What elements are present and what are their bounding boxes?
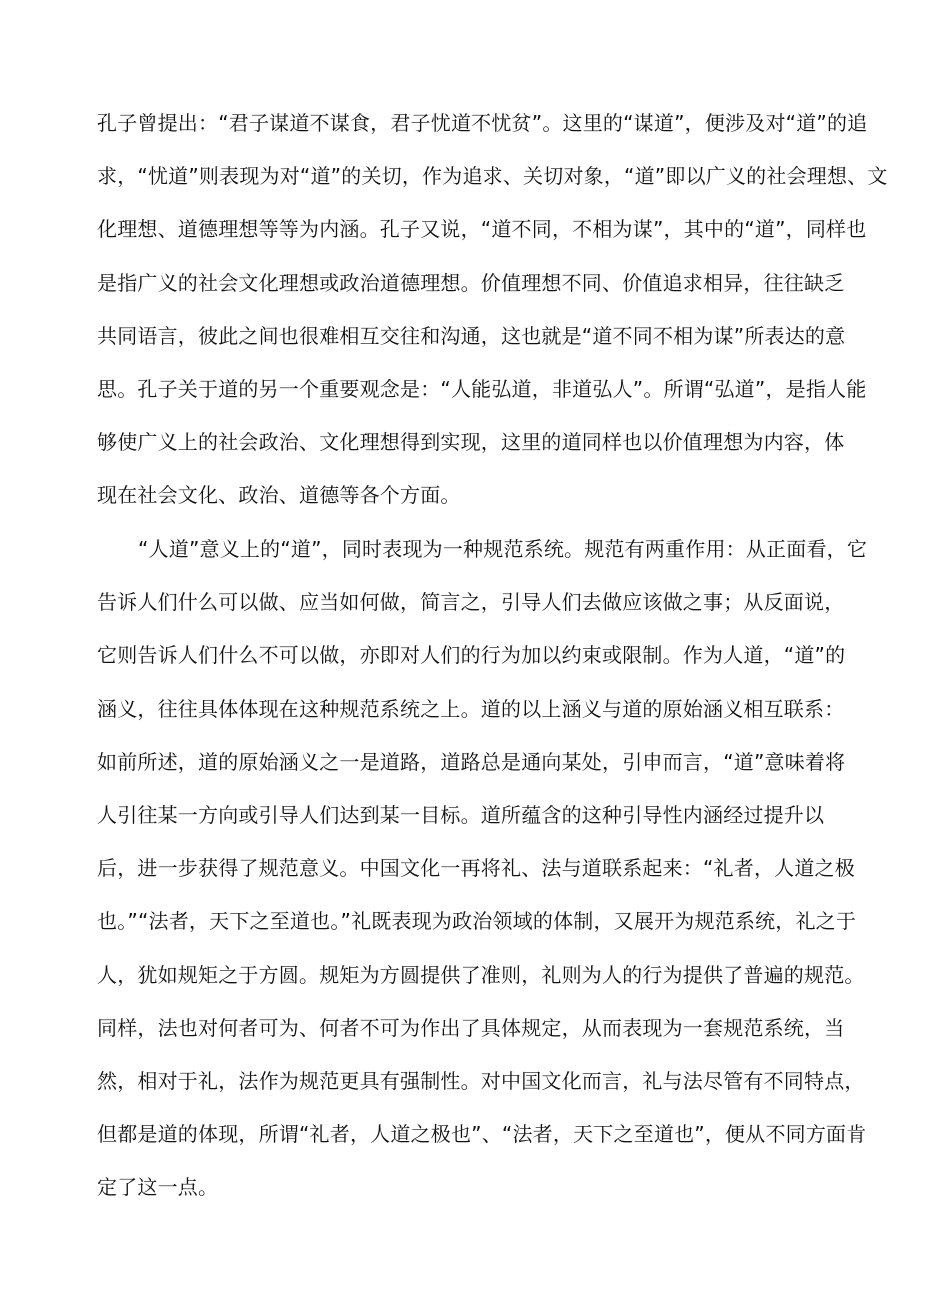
text-line: 同样，法也对何者可为、何者不可为作出了具体规定，从而表现为一套规范系统，当 xyxy=(97,1015,845,1040)
text-line: 它则告诉人们什么不可以做，亦即对人们的行为加以约束或限制。作为人道，“道”的 xyxy=(97,643,846,668)
text-line: 但都是道的体现，所谓“礼者，人道之极也”、“法者，天下之至道也”，便从不同方面肯 xyxy=(97,1122,867,1147)
text-line: 涵义，往往具体体现在这种规范系统之上。道的以上涵义与道的原始涵义相互联系： xyxy=(97,696,845,721)
text-line: 现在社会文化、政治、道德等各个方面。 xyxy=(97,483,461,508)
text-line: 思。孔子关于道的另一个重要观念是：“人能弘道，非道弘人”。所谓“弘道”，是指人能 xyxy=(97,376,867,401)
text-line: 后，进一步获得了规范意义。中国文化一再将礼、法与道联系起来：“礼者，人道之极 xyxy=(97,856,855,881)
text-line: 人，犹如规矩之于方圆。规矩为方圆提供了准则，礼则为人的行为提供了普遍的规范。 xyxy=(97,962,865,987)
paragraph-2 xyxy=(97,523,868,1214)
text-line: “人道”意义上的“道”，同时表现为一种规范系统。规范有两重作用：从正面看，它 xyxy=(138,537,868,561)
text-line: 也。”“法者，天下之至道也。”礼既表现为政治领域的体制，又展开为规范系统，礼之于 xyxy=(97,909,857,934)
text-line: 告诉人们什么可以做、应当如何做，简言之，引导人们去做应该做之事；从反面说， xyxy=(97,590,845,615)
text-line: 共同语言，彼此之间也很难相互交往和沟通，这也就是“道不同不相为谋”所表达的意 xyxy=(97,323,846,348)
text-line: 化理想、道德理想等等为内涵。孔子又说，“道不同，不相为谋”，其中的“道”，同样也 xyxy=(97,217,867,242)
text-line: 求，“忧道”则表现为对“道”的关切，作为追求、关切对象，“道”即以广义的社会理想、文 xyxy=(97,164,888,189)
text-line: 够使广义上的社会政治、文化理想得到实现，这里的道同样也以价值理想为内容，体 xyxy=(97,430,845,455)
text-line: 是指广义的社会文化理想或政治道德理想。价值理想不同、价值追求相异，往往缺乏 xyxy=(97,270,845,295)
paragraph-1 xyxy=(97,97,888,523)
text-line: 如前所述，道的原始涵义之一是道路，道路总是通向某处，引申而言，“道”意味着将 xyxy=(97,749,846,774)
text-line: 定了这一点。 xyxy=(97,1175,219,1200)
text-line: 然，相对于礼，法作为规范更具有强制性。对中国文化而言，礼与法尽管有不同特点， xyxy=(97,1068,865,1093)
text-line: 人引往某一方向或引导人们达到某一目标。道所蕴含的这种引导性内涵经过提升以 xyxy=(97,802,825,827)
text-line: 孔子曾提出：“君子谋道不谋食，君子忧道不忧贫”。这里的“谋道”，便涉及对“道”的追 xyxy=(97,111,868,135)
